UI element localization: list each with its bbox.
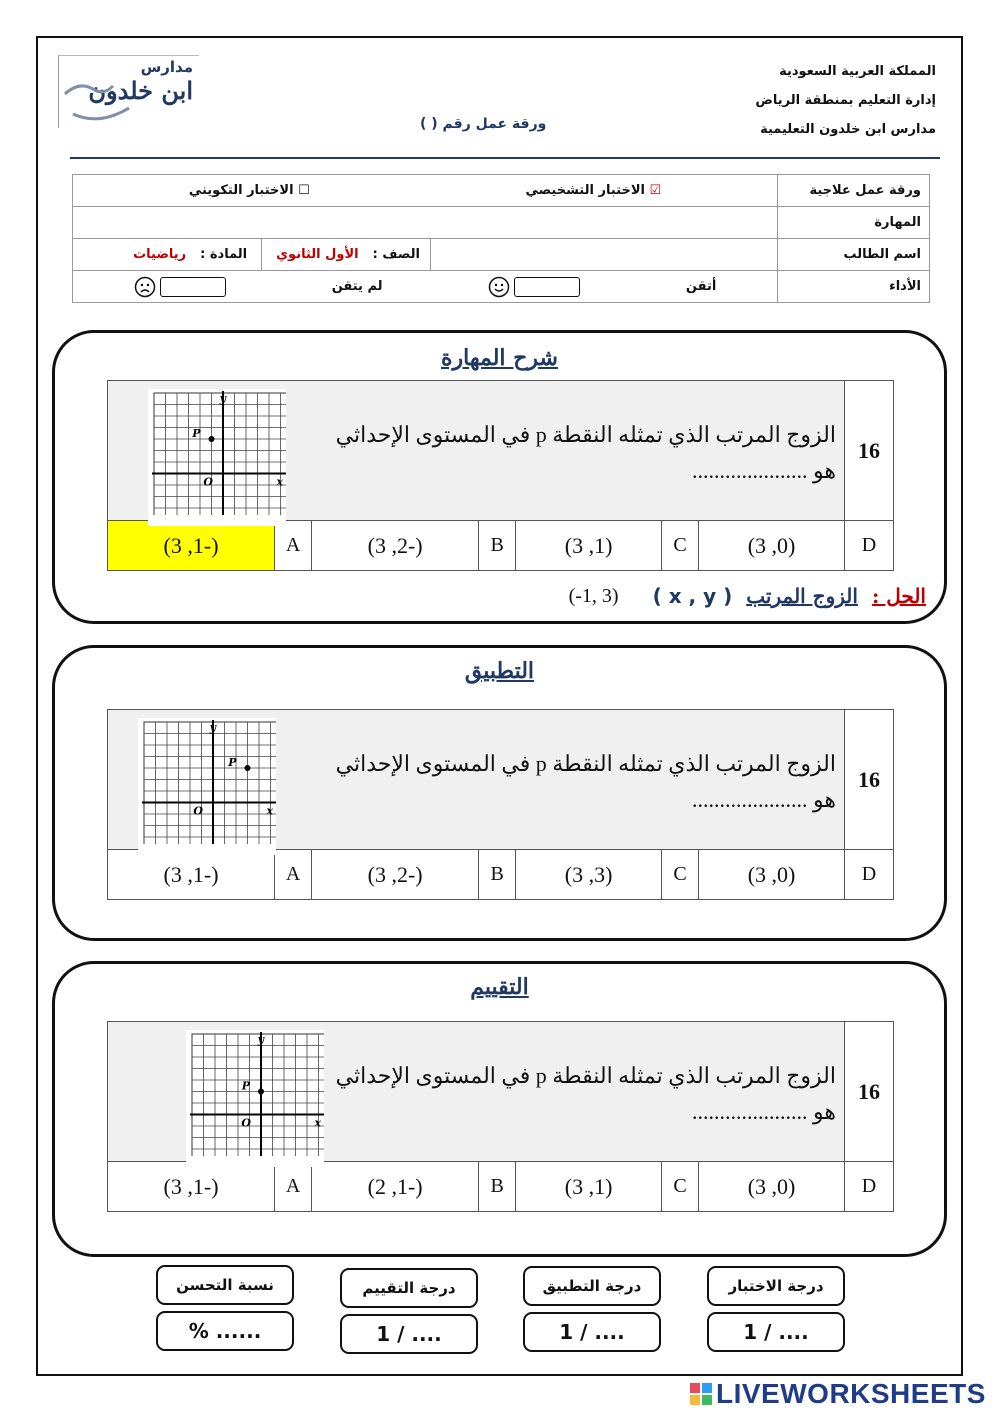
sad-face-icon <box>134 276 156 298</box>
question-cell <box>108 1022 845 1162</box>
formative-option[interactable]: ☐ الاختبار التكويني <box>188 183 310 198</box>
logo-line2: ابن خلدون <box>88 76 193 105</box>
option-letter: C <box>662 521 699 571</box>
option-letter: A <box>275 1162 312 1212</box>
header-divider <box>70 157 940 159</box>
option-d[interactable]: (0, 3) <box>699 850 845 900</box>
mastered-label: أتقن <box>685 279 717 294</box>
header-info <box>755 57 936 144</box>
option-a[interactable]: (-1, 3) <box>108 1162 275 1212</box>
option-b[interactable]: (-2, 3) <box>312 521 479 571</box>
solution-label: الحل : <box>871 584 926 608</box>
option-c[interactable]: (3, 3) <box>516 850 662 900</box>
info-table <box>72 174 930 303</box>
x-axis-label: x <box>276 475 283 489</box>
coordinate-grid-svg <box>186 1030 324 1156</box>
application-value[interactable]: 1 / .... <box>523 1312 661 1352</box>
evaluation-label: درجة التقييم <box>340 1268 478 1308</box>
coordinate-grid-svg <box>148 389 286 515</box>
footer-brand <box>690 1378 986 1410</box>
option-letter: C <box>662 850 699 900</box>
question-cell <box>108 710 845 850</box>
option-d[interactable]: (0, 3) <box>699 1162 845 1212</box>
question-text: الزوج المرتب الذي تمثله النقطة p في المستوى الإحداثي <box>335 751 836 776</box>
option-a-highlighted[interactable]: (-1, 3) <box>108 521 275 571</box>
worksheet-number: ورقة عمل رقم ( ) <box>420 116 547 132</box>
option-letter: B <box>479 1162 516 1212</box>
question-number: 16 <box>845 1022 894 1162</box>
question-text: الزوج المرتب الذي تمثله النقطة p في المستوى الإحداثي <box>335 1063 836 1088</box>
logo-line1: مدارس <box>140 58 193 76</box>
grade-label: الصف : <box>372 247 420 262</box>
question-table <box>107 1021 894 1212</box>
subject-value: رياضيات <box>133 247 187 262</box>
brand-text: LIVEWORKSHEETS <box>716 1378 986 1409</box>
student-label: اسم الطالب <box>778 239 930 271</box>
directorate-text: إدارة التعليم بمنطقة الرياض <box>755 93 936 108</box>
coordinate-grid <box>186 1030 324 1167</box>
option-letter: A <box>275 521 312 571</box>
option-c[interactable]: (1, 3) <box>516 1162 662 1212</box>
option-letter: D <box>845 1162 894 1212</box>
x-axis-label: x <box>314 1116 321 1130</box>
skill-label: المهارة <box>778 207 930 239</box>
origin-label: O <box>241 1116 251 1130</box>
country-text: المملكة العربية السعودية <box>779 64 936 79</box>
section-title: التطبيق <box>464 658 535 684</box>
y-axis-label: y <box>257 1033 264 1046</box>
diagnostic-option[interactable]: ☑ الاختبار التشخيصي <box>525 183 662 198</box>
solution-answer: (-1, 3) <box>568 584 619 607</box>
question-cell <box>108 381 845 521</box>
origin-label: O <box>193 804 203 818</box>
question-table <box>107 709 894 900</box>
option-b[interactable]: (-2, 3) <box>312 850 479 900</box>
improvement-value[interactable]: % ...... <box>156 1311 294 1351</box>
student-name-field[interactable] <box>430 239 777 270</box>
student-row <box>73 239 778 271</box>
coordinate-grid-svg <box>138 718 276 844</box>
grade-value: الأول الثانوي <box>276 247 359 262</box>
option-letter: D <box>845 521 894 571</box>
not-mastered-box[interactable] <box>160 277 226 297</box>
mastered-box[interactable] <box>514 277 580 297</box>
smiley-icon <box>488 276 510 298</box>
point-p <box>209 436 215 442</box>
question-blank: هو ..................... <box>692 458 836 483</box>
question-number: 16 <box>845 710 894 850</box>
option-b[interactable]: (-1, 2) <box>312 1162 479 1212</box>
performance-cell <box>73 271 778 303</box>
y-axis-label: y <box>219 392 226 405</box>
improvement-label: نسبة التحسن <box>156 1265 294 1305</box>
ordered-pair-label: الزوج المرتب <box>746 584 858 608</box>
school-logo <box>58 55 199 128</box>
not-mastered-label: لم يتقن <box>331 279 383 294</box>
point-p-label: P <box>241 1079 250 1093</box>
checkbox-icon: ☐ <box>298 183 310 198</box>
option-letter: B <box>479 521 516 571</box>
remedial-label: ورقة عمل علاجية <box>778 175 930 207</box>
point-p <box>245 765 251 771</box>
question-number: 16 <box>845 381 894 521</box>
test-type-cell <box>73 175 778 207</box>
section-title: التقييم <box>470 974 529 1000</box>
question-text: الزوج المرتب الذي تمثله النقطة p في المستوى الإحداثي <box>335 422 836 447</box>
origin-label: O <box>203 475 213 489</box>
point-p <box>258 1089 264 1095</box>
option-c[interactable]: (1, 3) <box>516 521 662 571</box>
point-p-label: P <box>228 756 237 769</box>
option-letter: C <box>662 1162 699 1212</box>
skill-field[interactable] <box>73 207 778 239</box>
coordinate-grid <box>138 718 276 855</box>
option-a[interactable]: (-1, 3) <box>108 850 275 900</box>
x-axis-label: x <box>266 804 273 818</box>
coordinate-grid <box>148 389 286 526</box>
school-text: مدارس ابن خلدون التعليمية <box>760 122 936 137</box>
section-title: شرح المهارة <box>441 345 558 371</box>
option-letter: B <box>479 850 516 900</box>
question-table <box>107 380 894 571</box>
xy-label: ( x , y ) <box>652 584 733 608</box>
test-value[interactable]: 1 / .... <box>707 1312 845 1352</box>
application-label: درجة التطبيق <box>523 1266 661 1306</box>
y-axis-label: y <box>209 721 216 734</box>
solution-row <box>569 584 926 608</box>
subject-label: المادة : <box>200 247 248 262</box>
question-blank: هو ..................... <box>692 1099 836 1124</box>
brand-logo-icon <box>690 1383 712 1405</box>
point-p-label: P <box>192 427 201 440</box>
option-letter: A <box>275 850 312 900</box>
option-letter: D <box>845 850 894 900</box>
option-d[interactable]: (0, 3) <box>699 521 845 571</box>
performance-label: الأداء <box>778 271 930 303</box>
scores-area <box>156 1265 846 1360</box>
test-label: درجة الاختبار <box>707 1266 845 1306</box>
checkmark-icon: ☑ <box>649 183 662 198</box>
question-blank: هو ..................... <box>692 787 836 812</box>
logo-swoosh-icon <box>59 56 199 128</box>
evaluation-value[interactable]: 1 / .... <box>340 1314 478 1354</box>
